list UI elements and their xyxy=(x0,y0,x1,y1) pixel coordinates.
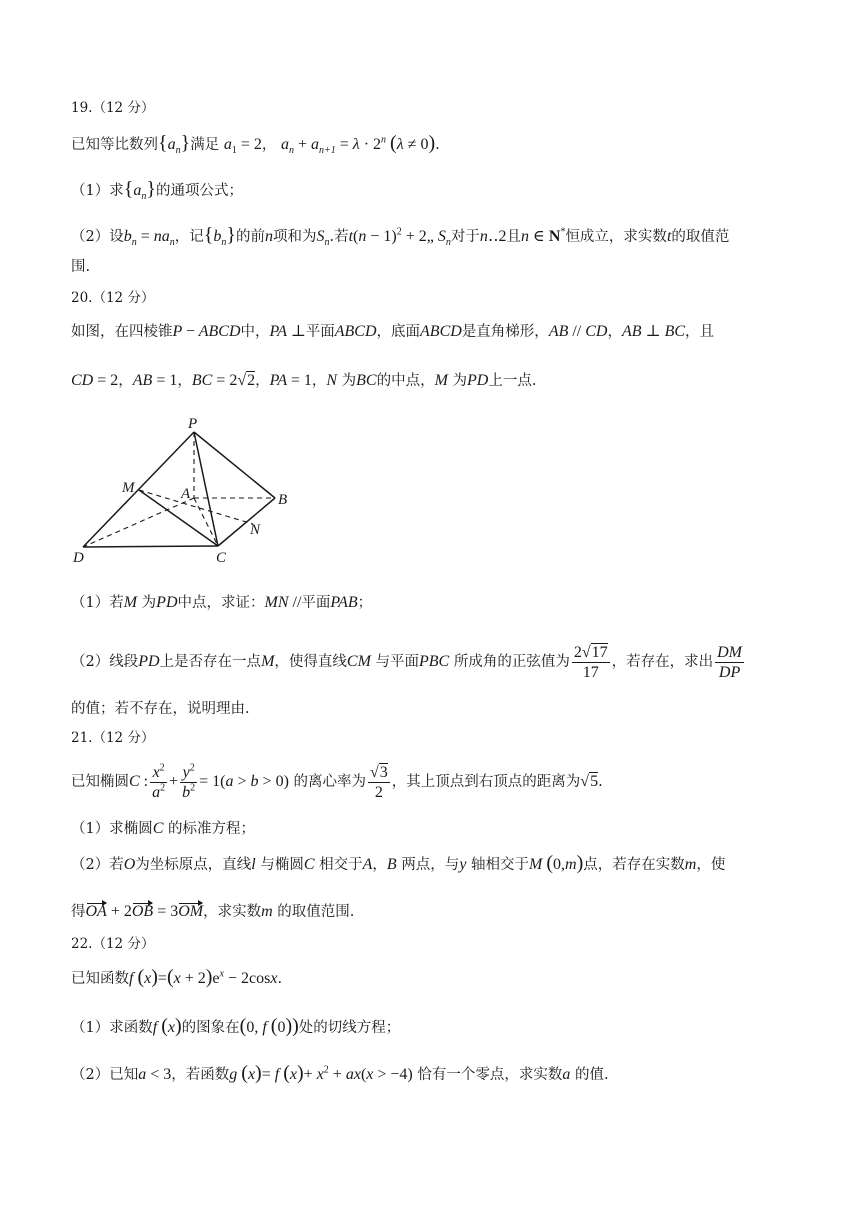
label-P: P xyxy=(188,416,198,432)
q22-header: 22.（12 分） xyxy=(71,936,155,952)
q22-intro: 已知函数f $(x)=(x + 2)e^x - 2\cos x$. xyxy=(71,966,283,988)
label-C: C xyxy=(216,550,227,566)
q19-header: 19.（12 分） xyxy=(71,100,155,116)
q21-intro: 已知椭圆C : $\frac{x^2}{a^2}$ + $\frac{y^2}{b^2}$ = 1(a > b > 0) 的离心率为 $\frac{√3}{2}$ ，其上顶点到右顶点的距离为√5. xyxy=(71,762,603,801)
q21-part2: （2）若O为坐标原点，直线l 与椭圆C 相交于A，B 两点，与y 轴相交于M (0,m)点，若存在实数m，使 xyxy=(71,852,726,874)
q22-part2: （2）已知a < 3，若函数g (x)= f $(x)+ x^2 + ax(x > -4)$ 恰有一个零点，求实数a 的值. xyxy=(71,1062,609,1084)
edge-AC xyxy=(194,498,218,546)
q22-part1: （1）求函数f (x)的图象在(0, f (0))处的切线方程； xyxy=(71,1015,401,1037)
edge-PD xyxy=(83,432,194,547)
label-N: N xyxy=(250,522,261,538)
edge-DC xyxy=(83,546,218,547)
q21-part2-cont: 得OA + 2OB = 3OM，求实数m 的取值范围. xyxy=(71,903,355,920)
q20-header: 20.（12 分） xyxy=(71,290,155,306)
q19-part1: （1）求$\{a_n\}$的通项公式； xyxy=(71,178,243,203)
q21-part1: （1）求椭圆C 的标准方程； xyxy=(71,820,256,837)
q20-part1: （1）若M 为PD中点，求证：MN //平面PAB； xyxy=(71,594,373,611)
q20-part2: （2）线段PD上是否存在一点M，使得直线CM 与平面PBC 所成角的正弦值为 $\frac{2√17}{17}$ ，若存在，求出 $\frac{DM}{DP}$ xyxy=(71,643,742,681)
edge-AD xyxy=(83,498,194,547)
segment-MN xyxy=(139,490,253,524)
label-A: A xyxy=(181,486,191,502)
q19-part2-cont: 围. xyxy=(71,259,91,275)
q21-header: 21.（12 分） xyxy=(71,730,155,746)
label-M: M xyxy=(122,480,135,496)
pyramid-figure xyxy=(70,412,300,568)
label-B: B xyxy=(278,492,288,508)
q19-intro: 已知等比数列$\{a_n\}$满足 $a_1 = 2$， $a_n + a_{n+1} = \lambda \cdot 2^n$ (λ ≠ 0). xyxy=(71,132,440,157)
q20-part2-cont: 的值；若不存在，说明理由. xyxy=(71,701,250,717)
label-D: D xyxy=(73,550,84,566)
q19-part2: （2）设$b_n = na_n$，记$\{b_n\}$的前n项和为$S_n$.若$t(n - 1)^2$ + 2„ $S_n$对于n‥2且n ∈ N*恒成立，求实数t的取值范 xyxy=(71,224,730,249)
q20-intro-line2: CD = 2，AB = 1，BC = 2√2，PA = 1，N 为BC的中点，M 为PD上一点. xyxy=(71,372,537,389)
q20-intro-line1: 如图，在四棱锥P − ABCD中，PA ⊥平面ABCD，底面ABCD是直角梯形，AB // CD，AB ⊥ BC，且 xyxy=(71,323,715,340)
